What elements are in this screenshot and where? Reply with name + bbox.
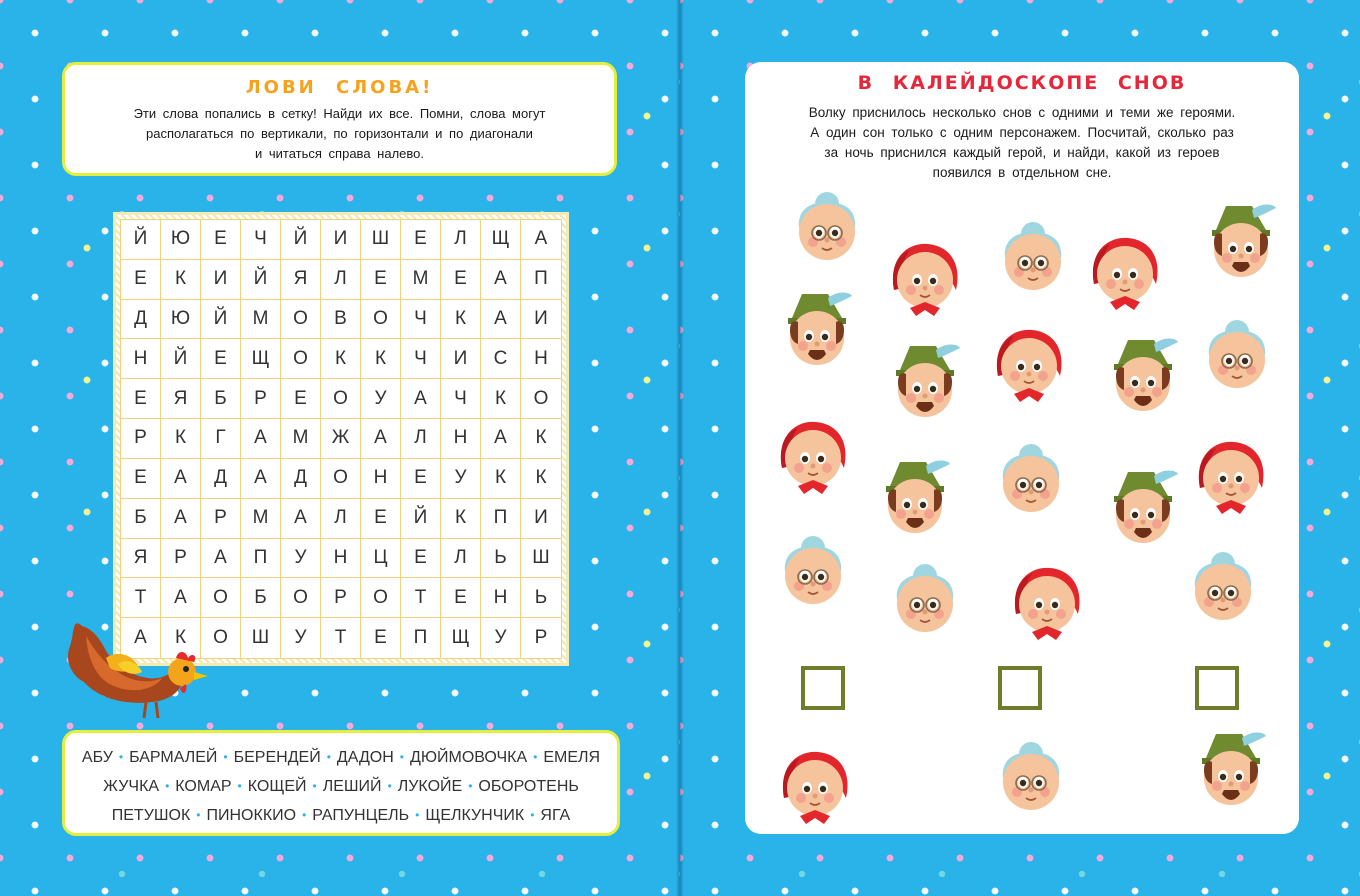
hen-illustration <box>62 606 212 722</box>
word-list-line <box>65 772 617 801</box>
word-item: ОБОРОТЕНЬ <box>478 778 579 795</box>
grid-cell[interactable]: О <box>321 379 361 419</box>
grid-cell[interactable]: Е <box>441 578 481 618</box>
word-item: КОМАР <box>175 778 232 795</box>
grid-cell[interactable]: Л <box>441 220 481 260</box>
grid-cell[interactable]: О <box>201 618 241 658</box>
grid-cell[interactable]: Щ <box>241 339 281 379</box>
grid-cell[interactable]: К <box>361 339 401 379</box>
separator-dot: • <box>415 808 420 823</box>
grid-cell[interactable]: Й <box>121 220 161 260</box>
grid-cell[interactable]: А <box>401 379 441 419</box>
grid-cell[interactable]: Ш <box>361 220 401 260</box>
hunter-face-icon <box>1186 724 1276 814</box>
grid-cell[interactable]: Ь <box>521 578 561 618</box>
answer-box[interactable] <box>801 666 845 710</box>
grid-cell[interactable]: Л <box>401 419 441 459</box>
grid-cell[interactable]: Л <box>321 499 361 539</box>
grid-cell[interactable]: Е <box>121 260 161 300</box>
grid-cell[interactable]: У <box>281 618 321 658</box>
grid-cell[interactable]: Р <box>534 627 548 649</box>
page-gutter <box>676 0 684 896</box>
grid-cell[interactable]: Е <box>361 260 401 300</box>
answer-box[interactable] <box>1195 666 1239 710</box>
word-item: ДАДОН <box>336 749 394 766</box>
grid-cell[interactable]: Е <box>121 459 161 499</box>
grid-cell[interactable]: О <box>361 300 401 340</box>
grid-cell[interactable]: У <box>441 459 481 499</box>
granny-face-icon <box>986 730 1076 820</box>
hunter-face-icon <box>880 336 970 426</box>
grid-cell[interactable]: Е <box>201 339 241 379</box>
hunter-face-icon <box>1098 462 1188 552</box>
redhood-face-icon <box>1080 222 1170 312</box>
hunter-face-icon <box>870 452 960 542</box>
wordsearch-grid <box>120 219 562 659</box>
grid-cell[interactable]: Г <box>201 419 241 459</box>
grid-cell[interactable]: А <box>281 499 321 539</box>
redhood-face-icon <box>1186 426 1276 516</box>
separator-dot: • <box>530 808 535 823</box>
word-item: ЩЕЛКУНЧИК <box>425 807 525 824</box>
granny-face-icon <box>988 210 1078 300</box>
instruction-line: Эти слова попались в сетку! Найди их все. Помни, слова могут <box>133 106 546 121</box>
grid-cell[interactable]: У <box>361 379 401 419</box>
grid-cell[interactable]: К <box>161 260 201 300</box>
kaleidoscope-instructions <box>760 103 1284 183</box>
granny-face-icon <box>768 524 858 614</box>
kaleidoscope-title: В КАЛЕЙДОСКОПЕ СНОВ <box>857 72 1187 94</box>
instruction-line: А один сон только с одним персонажем. Посчитай, сколько раз <box>810 125 1234 140</box>
grid-cell[interactable]: Д <box>201 459 241 499</box>
hunter-face-icon <box>1196 196 1286 286</box>
word-item: ПИНОККИО <box>206 807 297 824</box>
grid-cell[interactable]: А <box>481 419 521 459</box>
grid-cell[interactable]: У <box>481 618 521 658</box>
grid-cell[interactable]: А <box>201 539 241 579</box>
grid-cell[interactable]: Н <box>361 459 401 499</box>
grid-cell[interactable]: К <box>161 618 201 658</box>
redhood-face-icon <box>880 228 970 318</box>
grid-cell[interactable]: И <box>321 220 361 260</box>
grid-cell[interactable]: О <box>361 578 401 618</box>
grid-cell[interactable]: Е <box>401 539 441 579</box>
grid-cell[interactable]: П <box>241 539 281 579</box>
word-list-line <box>65 743 617 772</box>
grid-cell[interactable]: Ю <box>161 220 201 260</box>
hunter-face-icon <box>772 284 862 374</box>
grid-cell[interactable]: И <box>521 300 561 340</box>
granny-face-icon <box>782 180 872 270</box>
grid-cell[interactable]: Н <box>521 339 561 379</box>
grid-cell[interactable]: А <box>161 499 201 539</box>
grid-cell[interactable]: Е <box>361 499 401 539</box>
grid-cell[interactable]: П <box>521 260 561 300</box>
separator-dot: • <box>196 808 201 823</box>
grid-cell[interactable]: К <box>321 339 361 379</box>
grid-cell[interactable]: Н <box>321 539 361 579</box>
grid-cell[interactable]: Ч <box>401 339 441 379</box>
instruction-line: и читаться справа налево. <box>255 146 424 161</box>
word-item: ДЮЙМОВОЧКА <box>409 749 528 766</box>
grid-cell[interactable]: П <box>401 618 441 658</box>
instruction-line: появился в отдельном сне. <box>932 165 1112 180</box>
grid-cell[interactable]: Ю <box>161 300 201 340</box>
grid-cell[interactable]: Л <box>321 260 361 300</box>
word-item: БАРМАЛЕЙ <box>129 749 218 766</box>
grid-cell[interactable]: А <box>521 220 561 260</box>
grid-cell[interactable]: Ч <box>241 220 281 260</box>
wordsearch-instructions <box>93 104 586 164</box>
grid-cell[interactable]: К <box>521 419 561 459</box>
redhood-face-icon <box>770 736 860 826</box>
grid-cell[interactable]: А <box>241 459 281 499</box>
grid-cell[interactable]: Щ <box>441 618 481 658</box>
grid-cell[interactable]: Е <box>121 379 161 419</box>
grid-cell[interactable]: П <box>481 499 521 539</box>
grid-cell[interactable]: Я <box>121 539 161 579</box>
grid-cell[interactable]: О <box>281 300 321 340</box>
separator-dot: • <box>326 750 331 765</box>
redhood-face-icon <box>1002 552 1092 642</box>
grid-cell[interactable]: Ч <box>401 300 441 340</box>
grid-cell[interactable]: А <box>361 419 401 459</box>
grid-cell[interactable]: Е <box>281 379 321 419</box>
granny-face-icon <box>986 432 1076 522</box>
separator-dot: • <box>118 750 124 765</box>
word-item: ЕМЕЛЯ <box>543 749 601 766</box>
grid-cell[interactable]: Д <box>281 459 321 499</box>
grid-cell[interactable]: Й <box>161 339 201 379</box>
word-item: БЕРЕНДЕЙ <box>233 749 321 766</box>
separator-dot: • <box>312 779 317 794</box>
grid-cell[interactable]: Р <box>201 499 241 539</box>
grid-cell[interactable]: Й <box>281 220 321 260</box>
grid-cell[interactable]: К <box>441 499 481 539</box>
word-item: ЛЕШИЙ <box>322 778 382 795</box>
grid-cell[interactable]: Н <box>481 578 521 618</box>
grid-cell[interactable]: Ш <box>521 539 561 579</box>
grid-cell[interactable]: К <box>481 459 521 499</box>
grid-cell[interactable]: К <box>441 300 481 340</box>
grid-cell[interactable]: Д <box>121 300 161 340</box>
grid-cell[interactable]: Ш <box>241 618 281 658</box>
grid-cell[interactable]: Ц <box>361 539 401 579</box>
grid-cell[interactable]: О <box>281 578 321 618</box>
grid-cell[interactable]: К <box>161 419 201 459</box>
granny-face-icon <box>880 552 970 642</box>
separator-dot: • <box>223 750 228 765</box>
grid-cell[interactable]: Й <box>201 300 241 340</box>
word-list-line <box>65 801 617 830</box>
grid-cell[interactable]: А <box>481 300 521 340</box>
grid-cell[interactable]: Л <box>441 539 481 579</box>
grid-cell[interactable]: Р <box>321 578 361 618</box>
word-item: КОЩЕЙ <box>247 778 307 795</box>
redhood-face-icon <box>984 314 1074 404</box>
grid-cell[interactable]: С <box>481 339 521 379</box>
word-item: АБУ <box>81 749 113 766</box>
grid-cell[interactable]: Р <box>161 539 201 579</box>
separator-dot: • <box>399 750 404 765</box>
word-item: ЛУКОЙЕ <box>397 778 463 795</box>
grid-cell[interactable]: Е <box>361 618 401 658</box>
grid-cell[interactable]: К <box>481 379 521 419</box>
grid-cell[interactable]: У <box>281 539 321 579</box>
grid-cell[interactable]: М <box>241 300 281 340</box>
grid-cell[interactable]: Й <box>401 499 441 539</box>
grid-cell[interactable]: Е <box>441 260 481 300</box>
instruction-line: Волку приснилось несколько снов с одними и теми же героями. <box>808 105 1236 120</box>
grid-cell[interactable]: Н <box>441 419 481 459</box>
wordsearch-grid-frame <box>113 212 569 666</box>
grid-cell[interactable]: Б <box>241 578 281 618</box>
grid-cell[interactable]: Ч <box>441 379 481 419</box>
word-item: РАПУНЦЕЛЬ <box>312 807 410 824</box>
separator-dot: • <box>302 808 307 823</box>
hunter-face-icon <box>1098 330 1188 420</box>
grid-cell[interactable]: Р <box>241 379 281 419</box>
grid-cell[interactable]: А <box>161 459 201 499</box>
grid-cell[interactable]: А <box>161 578 201 618</box>
grid-cell[interactable]: Е <box>401 220 441 260</box>
grid-cell[interactable]: О <box>321 459 361 499</box>
grid-cell[interactable]: Щ <box>481 220 521 260</box>
word-list-box <box>62 730 620 836</box>
grid-cell[interactable]: Т <box>321 618 361 658</box>
grid-cell[interactable]: К <box>521 459 561 499</box>
instruction-line: за ночь приснился каждый герой, и найди, какой из героев <box>824 145 1220 160</box>
grid-cell[interactable]: В <box>321 300 361 340</box>
grid-cell[interactable]: А <box>481 260 521 300</box>
grid-cell[interactable]: О <box>201 578 241 618</box>
grid-cell[interactable]: Е <box>201 220 241 260</box>
grid-cell[interactable]: Т <box>401 578 441 618</box>
grid-cell[interactable]: Я <box>161 379 201 419</box>
word-item: ПЕТУШОК <box>111 807 191 824</box>
grid-cell[interactable]: М <box>281 419 321 459</box>
word-item: ЖУЧКА <box>103 778 160 795</box>
grid-cell[interactable]: Н <box>121 339 161 379</box>
grid-cell[interactable]: И <box>521 499 561 539</box>
grid-cell[interactable]: О <box>521 379 561 419</box>
grid-cell[interactable]: Б <box>201 379 241 419</box>
grid-cell[interactable]: Й <box>241 260 281 300</box>
grid-cell[interactable]: И <box>441 339 481 379</box>
grid-cell[interactable]: М <box>401 260 441 300</box>
instruction-line: располагаться по вертикали, по горизонтали и по диагонали <box>146 126 533 141</box>
grid-cell[interactable]: Ь <box>481 539 521 579</box>
grid-cell[interactable]: Я <box>281 260 321 300</box>
grid-cell[interactable]: Ж <box>321 419 361 459</box>
wordsearch-title: ЛОВИ СЛОВА! <box>245 77 434 98</box>
word-item: ЯГА <box>540 807 571 824</box>
wordsearch-task-box <box>62 62 617 176</box>
grid-cell[interactable]: Е <box>401 459 441 499</box>
granny-face-icon <box>1178 540 1268 630</box>
separator-dot: • <box>165 779 170 794</box>
grid-cell[interactable]: И <box>201 260 241 300</box>
grid-cell[interactable]: Б <box>121 499 161 539</box>
answer-box[interactable] <box>998 666 1042 710</box>
separator-dot: • <box>533 750 538 765</box>
redhood-face-icon <box>768 406 858 496</box>
grid-cell[interactable]: Т <box>121 578 161 618</box>
grid-cell[interactable]: М <box>241 499 281 539</box>
separator-dot: • <box>387 779 392 794</box>
separator-dot: • <box>237 779 242 794</box>
granny-face-icon <box>1192 308 1282 398</box>
grid-cell[interactable]: О <box>281 339 321 379</box>
grid-cell[interactable]: А <box>241 419 281 459</box>
separator-dot: • <box>468 779 473 794</box>
grid-cell[interactable]: А <box>121 618 161 658</box>
grid-cell[interactable]: Р <box>121 419 161 459</box>
